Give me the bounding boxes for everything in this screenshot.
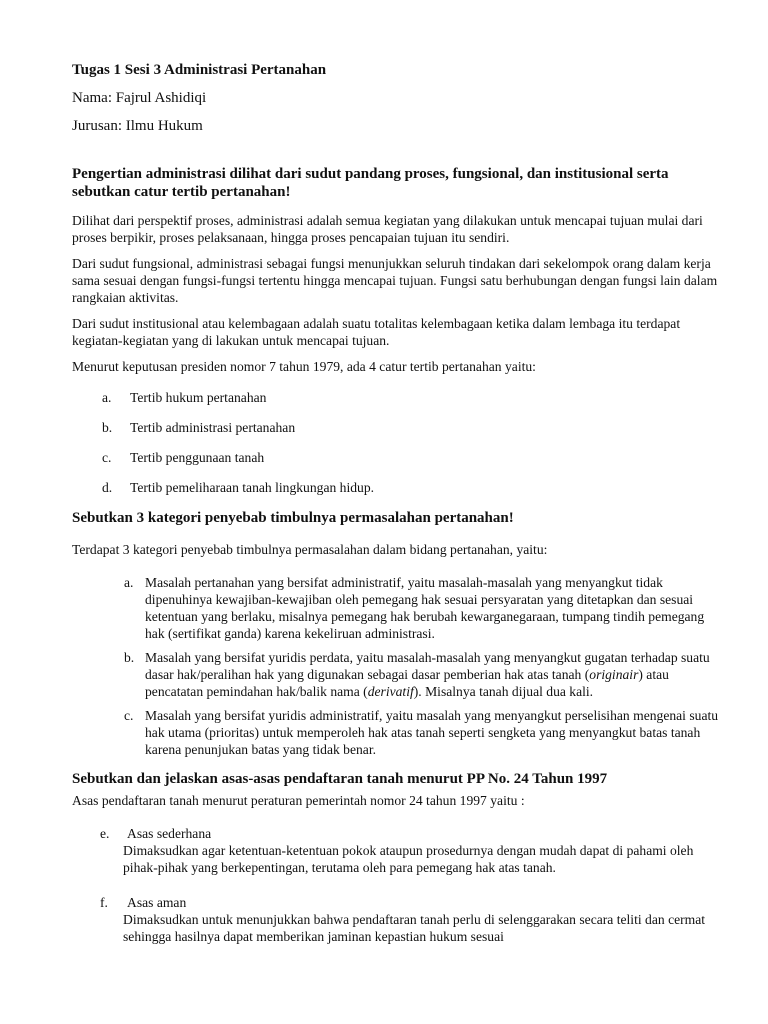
list-item [72, 825, 720, 876]
problem-category-list [72, 574, 720, 758]
list-marker: c. [124, 708, 134, 723]
list-item-text: Masalah yang bersifat yuridis administratif, yaitu masalah yang menyangkut perselisihan mengenai suatu hak utama (prioritas) untuk memperoleh hak atas tanah seperti sengketa yang menyangkut batas tanah karena penunjukan batas yang tidak benar. [145, 708, 719, 757]
list-marker: a. [102, 390, 112, 405]
student-major: Jurusan: Ilmu Hukum [72, 118, 203, 134]
list-item [72, 479, 720, 496]
list-item-text: ). Misalnya tanah dijual dua kali. [413, 684, 594, 699]
asas-title: Asas aman [127, 895, 187, 910]
q1-paragraph-institutional: Dari sudut institusional atau kelembagaan adalah suatu totalitas kelembagaan ketika dalam lembaga itu terdapat kegiatan-kegiatan yang di lakukan untuk mencapai tujuan. [72, 316, 681, 348]
list-item [72, 419, 720, 436]
italic-term: derivatif [367, 684, 414, 699]
list-marker: e. [100, 826, 110, 841]
list-item-text: Masalah yang bersifat yuridis perdata, yaitu masalah-masalah yang menyangkut gugatan terhadap suatu dasar hak/peralihan hak yang digunakan sebagai dasar pemberian hak atas tanah ( [145, 650, 710, 682]
list-marker: a. [124, 575, 134, 590]
asas-list [72, 825, 720, 945]
q2-intro: Terdapat 3 kategori penyebab timbulnya permasalahan dalam bidang pertanahan, yaitu: [72, 542, 548, 557]
question-3-heading: Sebutkan dan jelaskan asas-asas pendaftaran tanah menurut PP No. 24 Tahun 1997 [72, 771, 608, 787]
list-marker: c. [102, 450, 112, 465]
document-title: Tugas 1 Sesi 3 Administrasi Pertanahan [72, 62, 327, 78]
list-item [72, 574, 720, 642]
q1-paragraph-process: Dilihat dari perspektif proses, administrasi adalah semua kegiatan yang dilakukan untuk mencapai tujuan mulai dari proses berpikir, proses pelaksanaan, hingga proses pencapaian tujuan itu sendiri. [72, 213, 703, 245]
list-item [72, 389, 720, 406]
list-item [72, 649, 720, 700]
list-item-text: Tertib pemeliharaan tanah lingkungan hidup. [130, 480, 375, 495]
list-item [72, 894, 720, 945]
list-marker: b. [124, 650, 135, 665]
list-marker: b. [102, 420, 113, 435]
student-name: Nama: Fajrul Ashidiqi [72, 90, 207, 106]
list-marker: f. [100, 895, 108, 910]
list-item-text: Tertib administrasi pertanahan [130, 420, 296, 435]
question-2-heading: Sebutkan 3 kategori penyebab timbulnya permasalahan pertanahan! [72, 510, 514, 526]
q1-paragraph-functional: Dari sudut fungsional, administrasi sebagai fungsi menunjukkan seluruh tindakan dari sekelompok orang dalam kerja sama sesuai dengan fungsi-fungsi tertentu hingga mencapai tujuan. Fungsi satu berhubungan dengan fungsi lain dalam rangkaian aktivitas. [72, 256, 718, 305]
list-item-text: ) atau pencatatan pemindahan hak/balik nama ( [145, 667, 669, 699]
list-item [72, 449, 720, 466]
q1-paragraph-catur-intro: Menurut keputusan presiden nomor 7 tahun 1979, ada 4 catur tertib pertanahan yaitu: [72, 359, 536, 374]
list-item-text: Tertib penggunaan tanah [130, 450, 265, 465]
asas-description: Dimaksudkan untuk menunjukkan bahwa pendaftaran tanah perlu di selenggarakan secara teliti dan cermat sehingga hasilnya dapat memberikan jaminan kepastian hukum sesuai [123, 912, 706, 944]
italic-term: originair [589, 667, 639, 682]
list-marker: d. [102, 480, 113, 495]
catur-tertib-list [72, 389, 720, 496]
asas-description: Dimaksudkan agar ketentuan-ketentuan pokok ataupun prosedurnya dengan mudah dapat di pahami oleh pihak-pihak yang berkepentingan, terutama oleh para pemegang hak atas tanah. [123, 843, 694, 875]
question-1-heading: Pengertian administrasi dilihat dari sudut pandang proses, fungsional, dan institusional serta sebutkan catur tertib pertanahan! [72, 166, 669, 200]
list-item-text: Tertib hukum pertanahan [130, 390, 267, 405]
list-item [72, 707, 720, 758]
q3-intro: Asas pendaftaran tanah menurut peraturan pemerintah nomor 24 tahun 1997 yaitu : [72, 793, 525, 808]
list-item-text: Masalah pertanahan yang bersifat administratif, yaitu masalah-masalah yang menyangkut tidak dipenuhinya kewajiban-kewajiban oleh pemegang hak sesuai persyaratan yang ditetapkan dan sesuai ketentuan yang berlaku, misalnya pemegang hak berubah kewarganegaraan, tumpang tindih pemegang hak (sertifikat ganda) karena kekeliruan administrasi. [145, 575, 705, 641]
asas-title: Asas sederhana [127, 826, 212, 841]
